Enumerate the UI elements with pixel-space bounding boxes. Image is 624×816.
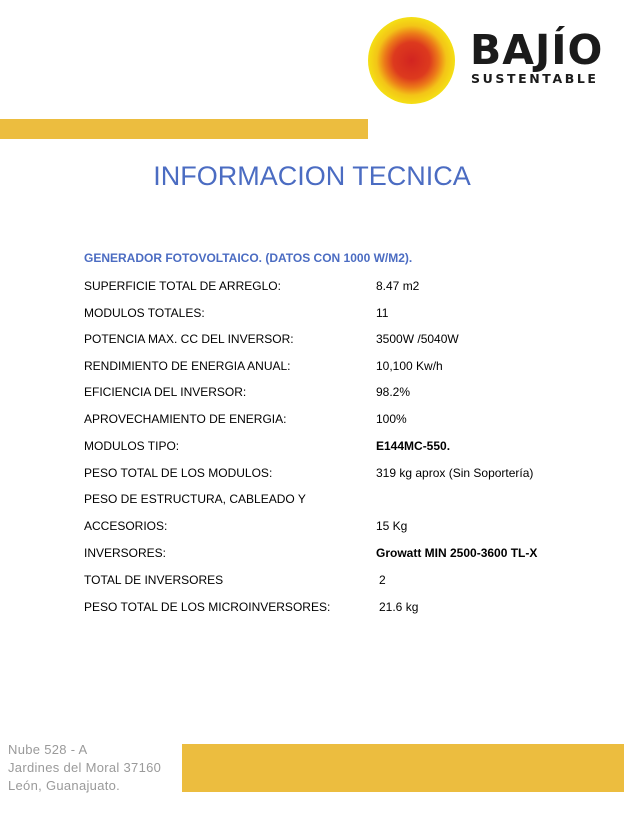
header-accent-bar [0,119,368,139]
spec-value: 15 Kg [376,519,408,533]
footer-accent-bar [182,744,624,792]
spec-value: Growatt MIN 2500-3600 TL-X [376,546,538,560]
page-title [0,160,624,192]
sun-logo-icon [368,17,455,104]
spec-value: 100% [376,412,407,426]
spec-value: 2 [379,573,386,587]
address-line: Jardines del Moral 37160 [8,760,162,775]
spec-value: 21.6 kg [379,600,419,614]
spec-label: INVERSORES: [84,546,167,560]
spec-value: 10,100 Kw/h [376,359,443,373]
spec-value: 3500W /5040W [376,332,459,346]
spec-label: POTENCIA MAX. CC DEL INVERSOR: [84,332,294,346]
spec-value: E144MC-550. [376,439,451,453]
spec-label: TOTAL DE INVERSORES [84,573,224,587]
spec-value: 319 kg aprox (Sin Soportería) [376,466,534,480]
spec-label: MODULOS TOTALES: [84,306,205,320]
spec-value: 11 [376,306,389,320]
footer-address [8,741,161,795]
spec-label: APROVECHAMIENTO DE ENERGIA: [84,412,287,426]
address-line: Nube 528 - A [8,742,88,757]
spec-label: ACCESORIOS: [84,519,168,533]
spec-label: PESO TOTAL DE LOS MODULOS: [84,466,273,480]
spec-label: SUPERFICIE TOTAL DE ARREGLO: [84,279,281,293]
spec-label: PESO TOTAL DE LOS MICROINVERSORES: [84,600,331,614]
spec-label: RENDIMIENTO DE ENERGIA ANUAL: [84,359,291,373]
spec-value: 98.2% [376,385,411,399]
address-line: León, Guanajuato. [8,778,121,793]
spec-label: PESO DE ESTRUCTURA, CABLEADO Y [84,492,306,506]
brand-tagline: SUSTENTABLE [471,71,599,86]
spec-label: EFICIENCIA DEL INVERSOR: [84,385,247,399]
brand-name: BAJÍO [470,26,604,74]
spec-value: 8.47 m2 [376,279,420,293]
spec-label: MODULOS TIPO: [84,439,180,453]
section-heading: GENERADOR FOTOVOLTAICO. (DATOS CON 1000 W/M2). [84,251,413,265]
page-title-text: INFORMACION TECNICA [153,161,471,191]
